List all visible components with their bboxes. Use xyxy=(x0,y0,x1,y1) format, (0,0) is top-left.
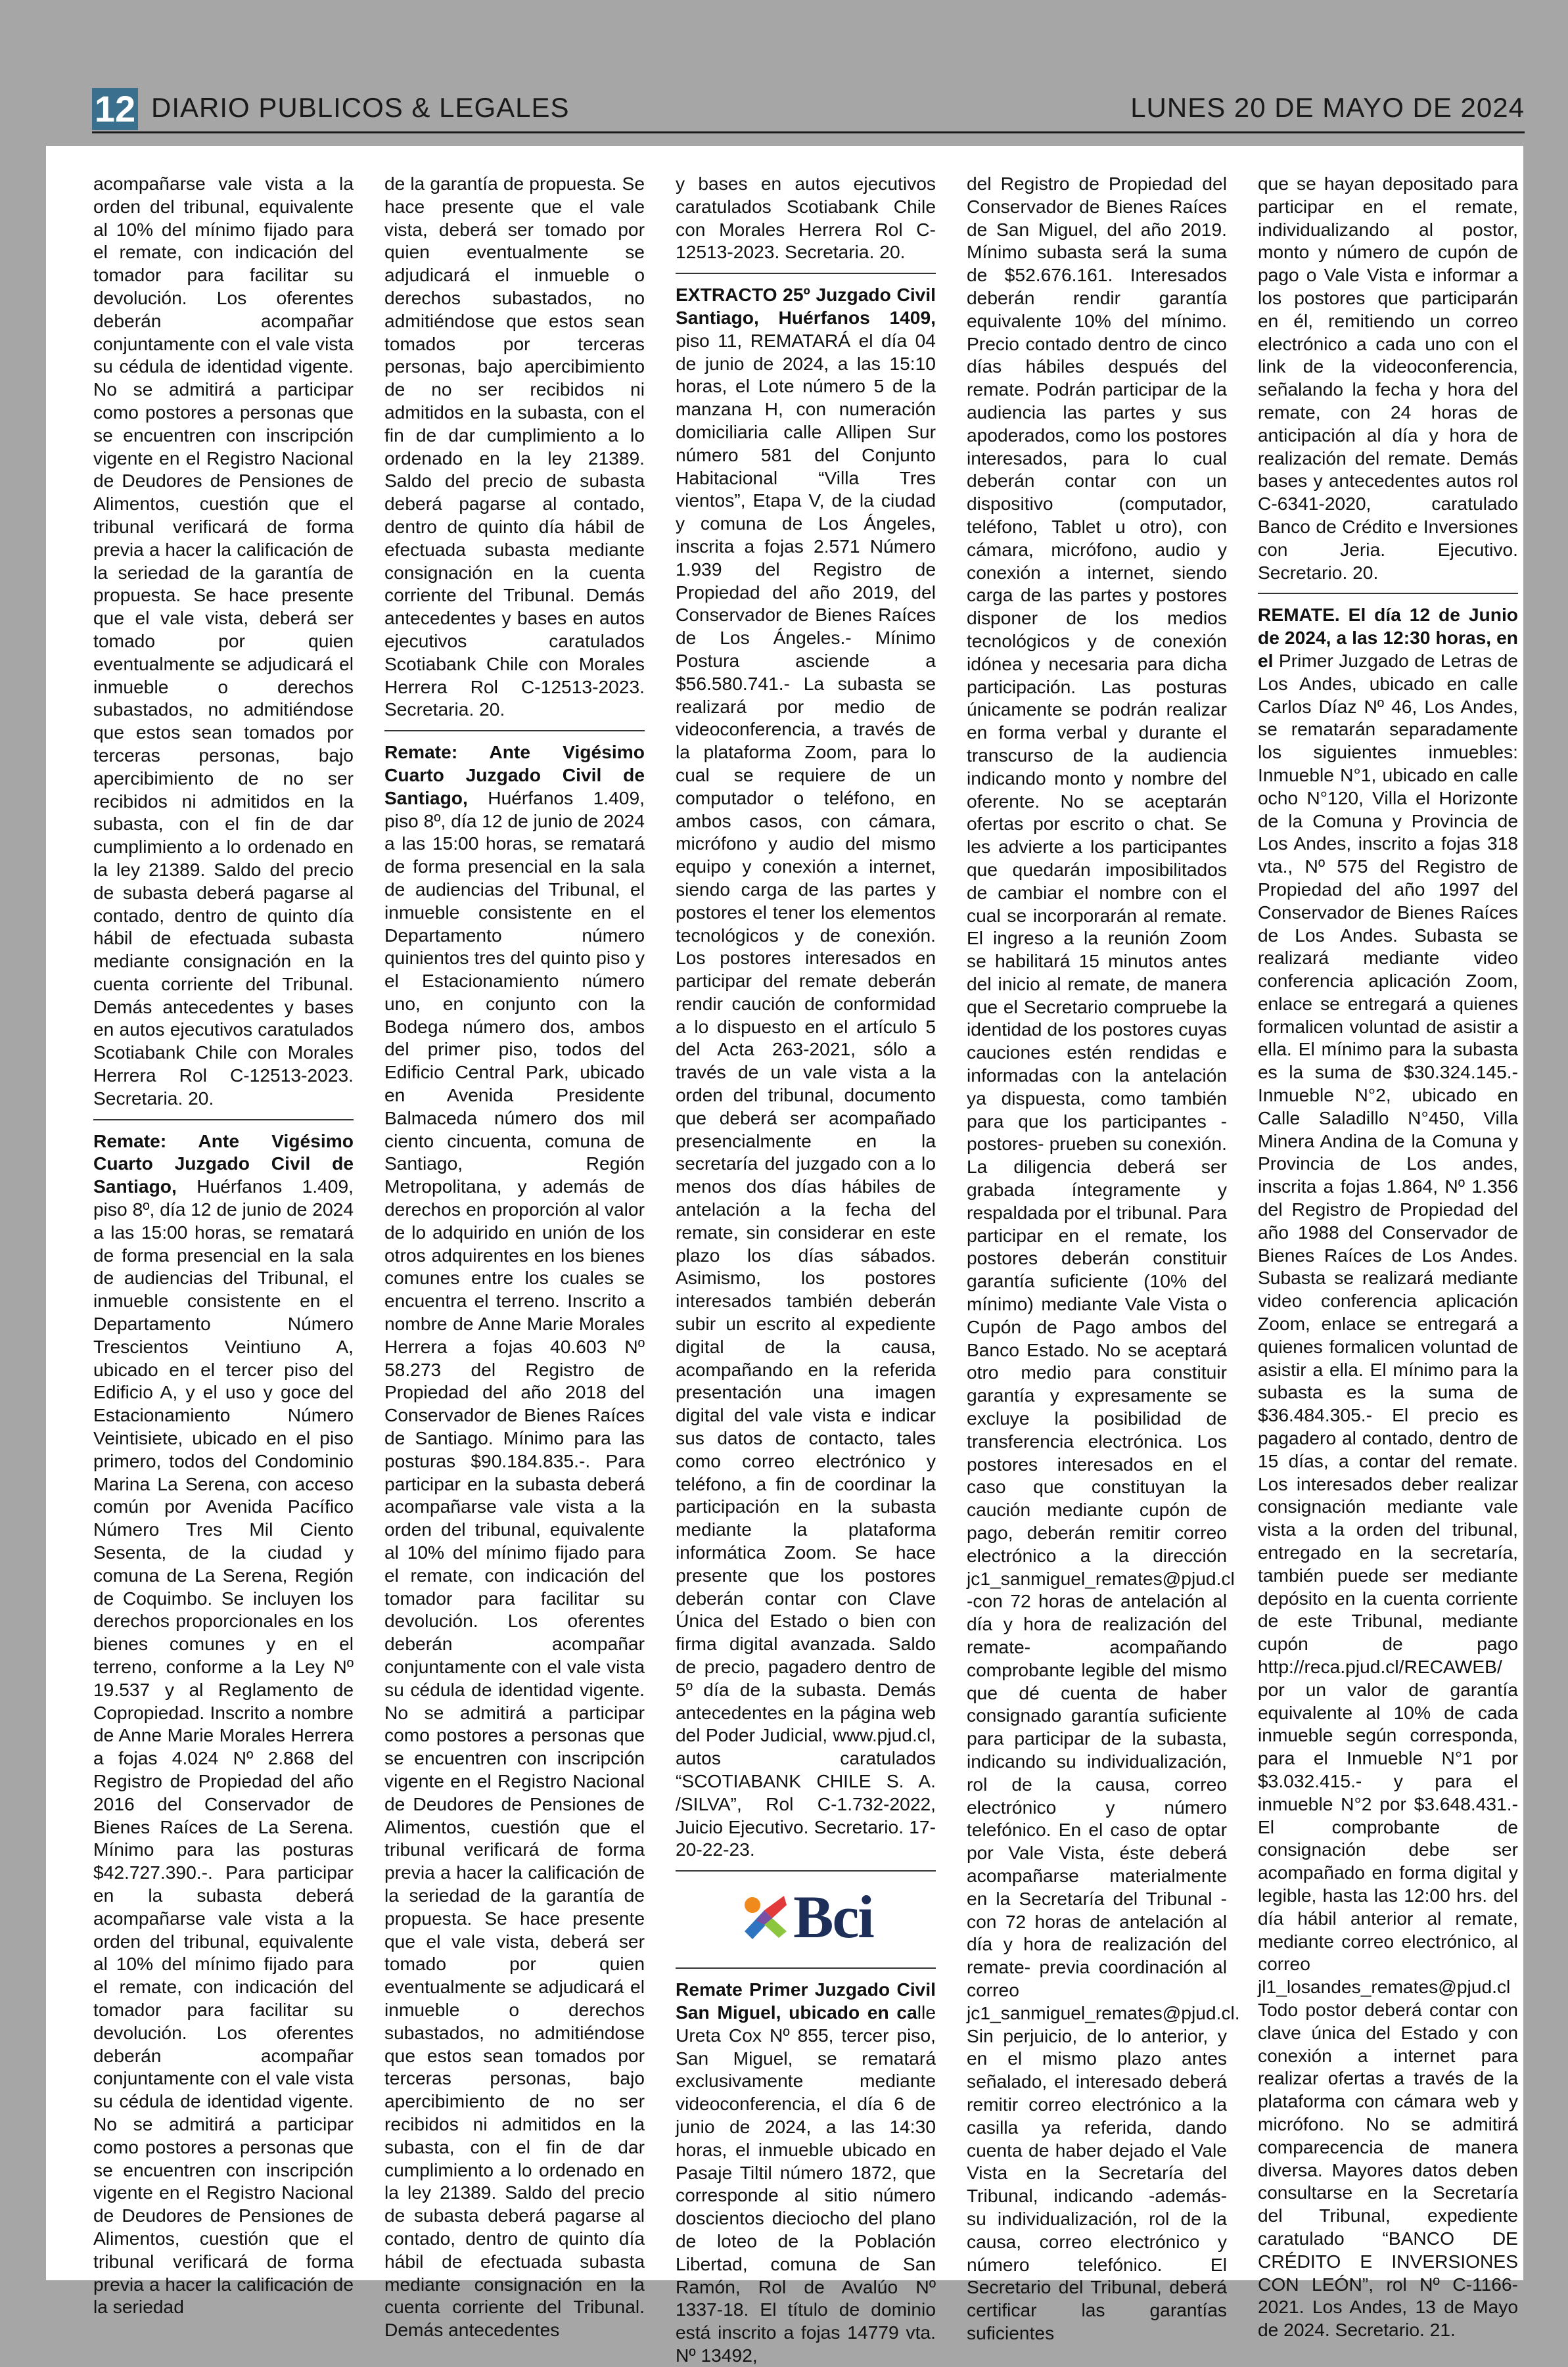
notice-divider xyxy=(676,273,936,274)
page-sheet xyxy=(46,146,1523,2366)
column-1 xyxy=(93,172,354,2318)
notice-text: de la garantía de propuesta. Se hace presente que el vale vista, deberá ser tomado por quien eventualmente se adjudicará el inmueble o derechos subastados, no admitiéndose que estos sean tomados por terceras personas, bajo apercibimiento de no ser recibidos ni admitidos en la subasta, con el fin de dar cumplimiento a lo ordenado en la ley 21389. Saldo del precio de subasta deberá pagarse al contado, dentro de quinto día hábil de efectuada subasta mediante consignación en la cuenta corriente del Tribunal. Demás antecedentes y bases en autos ejecutivos caratulados Scotiabank Chile con Morales Herrera Rol C-12513-2023. Secretaria. 20. xyxy=(384,173,645,720)
notice-heading: Remate: Ante Vigésimo Cuarto Juzgado Civil de Santiago, xyxy=(93,1130,354,1197)
columns xyxy=(93,172,1519,2366)
notice-text: Huérfanos 1.409, piso 8º, día 12 de junio de 2024 a las 15:00 horas, se rematará de forma presencial en la sala de audiencias del Tribunal, el inmueble consistente en el Departamento número quinientos tres del quinto piso y el Estacionamiento número uno, en conjunto con la Bodega número dos, ambos del primer piso, todos del Edificio Central Park, ubicado en Avenida Presidente Balmaceda número dos mil ciento cincuenta, comuna de Santiago, Región Metropolitana, y además de derechos en proporción al valor de lo adquirido en unión de los otros adquirentes en los bienes comunes entre los cuales se encuentra el terreno. Inscrito a nombre de Anne Marie Morales Herrera a fojas 40.603 Nº 58.273 del Registro de Propiedad del año 2018 del Conservador de Bienes Raíces de Santiago. Mínimo para las posturas $90.184.835.-. Para participar en la subasta deberá acompañarse vale vista a la orden del tribunal, equivalente al 10% del mínimo fijado para el remate, con indicación del tomador para facilitar su devolución. Los oferentes deberán acompañar conjuntamente con el vale vista su cédula de identidad vigente. No se admitirá a participar como postores a personas que se encuentren con inscripción vigente en el Registro Nacional de Deudores de Pensiones de Alimentos, cuestión que el tribunal verificará de forma previa a hacer la calificación de la seriedad de la garantía de propuesta. Se hace presente que el vale vista, deberá ser tomado por quien eventualmente se adjudicará el inmueble o derechos subastados, no admitiéndose que estos sean tomados por terceras personas, bajo apercibimiento de no ser recibidos ni admitidos en la subasta, con el fin de dar cumplimiento a lo ordenado en la ley 21389. Saldo del precio de subasta deberá pagarse al contado, dentro de quinto día hábil de efectuada subasta mediante consignación en la cuenta corriente del Tribunal. Demás antecedentes xyxy=(384,787,645,2341)
notice-text: lle Ureta Cox Nº 855, tercer piso, San Miguel, se rematará exclusivamente mediante videoconferencia, el día 6 de junio de 2024, a las 14:30 horas, el inmueble ubicado en Pasaje Tiltil número 1872, que corresponde al sitio número doscientos dieciocho del plano de loteo de la Población Libertad, comuna de San Ramón, Rol de Avalúo Nº 1337-18. El título de dominio está inscrito a fojas 14779 vta. Nº 13492, xyxy=(676,2001,936,2366)
notice-divider xyxy=(676,1870,936,1872)
notice xyxy=(1258,603,1518,2341)
notice-heading: Remate Primer Juzgado Civil San Miguel, ubicado en ca xyxy=(676,1979,936,2023)
notice-divider xyxy=(1258,593,1518,594)
notice-text: piso 11, REMATARÁ el día 04 de junio de 2024, a las 15:10 horas, el Lote número 5 de la manzana H, con numeración domiciliaria calle Allipen Sur número 581 del Conjunto Habitacional “Villa Tres vientos”, Etapa V, de la ciudad y comuna de Los Ángeles, inscrita a fojas 2.571 Número 1.939 del Registro de Propiedad del año 2019, del Conservador de Bienes Raíces de Los Ángeles.- Mínimo Postura asciende a $56.580.741.- La subasta se realizará por medio de videoconferencia, a través de la plataforma Zoom, para lo cual se requiere de un computador o teléfono, en ambos casos, con cámara, micrófono y audio del mismo equipo y conexión a internet, siendo carga de las partes y postores el tener los elementos tecnológicos y de conexión. Los postores interesados en participar del remate deberán rendir caución de conformidad a lo dispuesto en el artículo 5 del Acta 263-2021, sólo a través de un vale vista a la orden del tribunal, documento que deberá ser acompañado presencialmente en la secretaría del juzgado con a lo menos dos días hábiles de antelación a la fecha del remate, sin considerar en este plazo los días sábados. Asimismo, los postores interesados también deberán subir un escrito al expediente digital de la causa, acompañando en la referida presentación una imagen digital del vale vista e indicar sus datos de contacto, tales como correo electrónico y teléfono, a fin de coordinar la participación en la subasta mediante la plataforma informática Zoom. Se hace presente que los postores deberán contar con Clave Única del Estado o bien con firma digital avanzada. Saldo de precio, pagadero dentro de 5º día de la subasta. Demás antecedentes en la página web del Poder Judicial, www.pjud.cl, autos caratulados “SCOTIABANK CHILE S. A. /SILVA”, Rol C-1.732-2022, Juicio Ejecutivo. Secretario. 17-20-22-23. xyxy=(676,329,936,1860)
page-number: 12 xyxy=(92,88,138,130)
page-header xyxy=(92,84,1525,133)
column-4 xyxy=(967,172,1240,2343)
notice-divider xyxy=(93,1119,354,1120)
notice-divider xyxy=(384,730,645,731)
column-2 xyxy=(384,172,645,2341)
notice xyxy=(93,1130,354,2318)
notice xyxy=(384,741,645,2341)
notice xyxy=(676,283,936,1861)
publication-date: LUNES 20 DE MAYO DE 2024 xyxy=(1130,92,1525,123)
notice-heading: EXTRACTO 25º Juzgado Civil Santiago, Huérfanos 1409, xyxy=(676,284,936,328)
column-3 xyxy=(676,172,936,2366)
notice-heading: Remate: Ante Vigésimo Cuarto Juzgado Civil de Santiago, xyxy=(384,741,645,808)
notice-text: que se hayan depositado para participar en el remate, individualizando al postor, monto y número de cupón de pago o Vale Vista e informar a los postores que participarán en él, remitiendo un correo electrónico a cada uno con el link de la videoconferencia, señalando la fecha y hora del remate, con 24 horas de anticipación al día y hora de realización del remate. Demás bases y antecedentes autos rol C-6341-2020, caratulado Banco de Crédito e Inversiones con Jeria. Ejecutivo. Secretario. 20. xyxy=(1258,173,1518,583)
notice xyxy=(676,1978,936,2367)
bci-logo-text: Bci xyxy=(793,1883,873,1950)
notice-divider xyxy=(676,1967,936,1969)
notice-text: del Registro de Propiedad del Conservador de Bienes Raíces de San Miguel, del año 2019. Mínimo subasta será la suma de $52.676.161. Interesados deberán rendir garantía equivalente 10% del mínimo. Precio contado dentro de cinco días hábiles después del remate. Podrán participar de la audiencia las partes y sus apoderados, como los postores interesados, para lo cual deberán contar con un dispositivo (computador, teléfono, Tablet u otro), con cámara, micrófono, audio y conexión a internet, siendo carga de las partes y postores disponer de los medios tecnológicos y de conexión idónea y necesaria para dicha participación. Las posturas únicamente se podrán realizar en forma verbal y durante el transcurso de la audiencia indicando monto y nombre del oferente. No se aceptarán ofertas por escrito o chat. Se les advierte a los participantes que quedarán imposibilitados de cambiar el nombre con el cual se incorporarán al remate. El ingreso a la reunión Zoom se habilitará 15 minutos antes del inicio al remate, de manera que el Secretario compruebe la identidad de los postores cuyas cauciones estén rendidas e informadas con la antelación ya dispuesta, como también para que los participantes -postores- prueben su conexión. La diligencia deberá ser grabada íntegramente y respaldada por el tribunal. Para participar en el remate, los postores deberán constituir garantía suficiente (10% del mínimo) mediante Vale Vista o Cupón de Pago ambos del Banco Estado. No se aceptará otro medio para constituir garantía y expresamente se excluye la posibilidad de transferencia electrónica. Los postores interesados en el caso que constituyan la caución mediante cupón de pago, deberán remitir correo electrónico a la dirección jc1_sanmiguel_remates@pjud.cl -con 72 horas de antelación al día y hora de realización del remate- acompañando comprobante legible del mismo que dé cuenta de haber consignado garantía suficiente para participar de la subasta, indicando su individualización, rol de la causa, correo electrónico y número telefónico. En el caso de optar por Vale Vista, éste deberá acompañarse materialmente en la Secretaría del Tribunal -con 72 horas de antelación al día y hora de realización del remate- previa coordinación al correo jc1_sanmiguel_remates@pjud.cl. Sin perjuicio, de lo anterior, y en el mismo plazo antes señalado, el interesado deberá remitir correo electrónico a la casilla ya referida, dando cuenta de haber dejado el Vale Vista en la Secretaría del Tribunal, indicando -además- su individualización, rol de la causa, correo electrónico y número telefónico. El Secretario del Tribunal, deberá certificar las garantías suficientes xyxy=(967,173,1240,2343)
column-5 xyxy=(1258,172,1518,2341)
notice-heading: REMATE. El día 12 de Junio de 2024, a las 12:30 horas, en el xyxy=(1258,604,1518,671)
bci-logo xyxy=(676,1881,936,1953)
bci-logo-icon xyxy=(738,1891,791,1943)
notice-text: Huérfanos 1.409, piso 8º, día 12 de junio de 2024 a las 15:00 horas, se rematará de forma presencial en la sala de audiencias del Tribunal, el inmueble consistente en el Departamento Número Trescientos Veintiuno A, ubicado en el tercer piso del Edificio A, y el uso y goce del Estacionamiento Número Veintisiete, ubicado en el piso primero, todos del Condominio Marina La Serena, con acceso común por Avenida Pacífico Número Tres Mil Ciento Sesenta, de la ciudad y comuna de La Serena, Región de Coquimbo. Se incluyen los derechos proporcionales en los bienes comunes y en el terreno, conforme a la Ley Nº 19.537 y al Reglamento de Copropiedad. Inscrito a nombre de Anne Marie Morales Herrera a fojas 4.024 Nº 2.868 del Registro de Propiedad del año 2016 del Conservador de Bienes Raíces de La Serena. Mínimo para las posturas $42.727.390.-. Para participar en la subasta deberá acompañarse vale vista a la orden del tribunal, equivalente al 10% del mínimo fijado para el remate, con indicación del tomador para facilitar su devolución. Los oferentes deberán acompañar conjuntamente con el vale vista su cédula de identidad vigente. No se admitirá a participar como postores a personas que se encuentren con inscripción vigente en el Registro Nacional de Deudores de Pensiones de Alimentos, cuestión que el tribunal verificará de forma previa a hacer la calificación de la seriedad xyxy=(93,1176,354,2318)
notice-text: acompañarse vale vista a la orden del tribunal, equivalente al 10% del mínimo fijado para el remate, con indicación del tomador para facilitar su devolución. Los oferentes deberán acompañar conjuntamente con el vale vista su cédula de identidad vigente. No se admitirá a participar como postores a personas que se encuentren con inscripción vigente en el Registro Nacional de Deudores de Pensiones de Alimentos, cuestión que el tribunal verificará de forma previa a hacer la calificación de la seriedad de la garantía de propuesta. Se hace presente que el vale vista, deberá ser tomado por quien eventualmente se adjudicará el inmueble o derechos subastados, no admitiéndose que estos sean tomados por terceras personas, bajo apercibimiento de no ser recibidos ni admitidos en la subasta, con el fin de dar cumplimiento a lo ordenado en la ley 21389. Saldo del precio de subasta deberá pagarse al contado, dentro de quinto día hábil de efectuada subasta mediante consignación en la cuenta corriente del Tribunal. Demás antecedentes y bases en autos ejecutivos caratulados Scotiabank Chile con Morales Herrera Rol C-12513-2023. Secretaria. 20. xyxy=(93,173,354,1109)
notice-text: y bases en autos ejecutivos caratulados Scotiabank Chile con Morales Herrera Rol C-12513-2023. Secretaria. 20. xyxy=(676,173,936,263)
publication-title: DIARIO PUBLICOS & LEGALES xyxy=(151,92,570,123)
notice-text: Primer Juzgado de Letras de Los Andes, ubicado en calle Carlos Díaz Nº 46, Los Andes, se rematarán separadamente los siguientes inmuebles: Inmueble N°1, ubicado en calle ocho N°120, Villa el Horizonte de la Comuna y Provincia de Los Andes, inscrito a fojas 318 vta., Nº 575 del Registro de Propiedad del año 1997 del Conservador de Bienes Raíces de Los Andes. Subasta se realizará mediante video conferencia aplicación Zoom, enlace se entregará a quienes formalicen voluntad de asistir a ella. El mínimo para la subasta es la suma de $30.324.145.- Inmueble N°2, ubicado en Calle Saladillo N°450, Villa Minera Andina de la Comuna y Provincia de Los andes, inscrita a fojas 1.864, Nº 1.356 del Registro de Propiedad del año 1988 del Conservador de Bienes Raíces de Los Andes. Subasta se realizará mediante video conferencia aplicación Zoom, enlace se entregará a quienes formalicen voluntad de asistir a ella. El mínimo para la subasta es la suma de $36.484.305.- El precio es pagadero al contado, dentro de 15 días, a contar del remate. Los interesados deber realizar consignación mediante vale vista a la orden del tribunal, entregado en la secretaría, también puede ser mediante depósito en la cuenta corriente de este Tribunal, mediante cupón de pago http://reca.pjud.cl/RECAWEB/ por un valor de garantía equivalente al 10% de cada inmueble según corresponda, para el Inmueble N°1 por $3.032.415.- y para el inmueble N°2 por $3.648.431.- El comprobante de consignación debe ser acompañado en forma digital y legible, hasta las 12:00 hrs. del día hábil anterior al remate, mediante correo electrónico, al correo jl1_losandes_remates@pjud.cl Todo postor deberá contar con clave única del Estado y con conexión a internet para realizar ofertas a través de la plataforma con cámara web y micrófono. No se admitirá comparecencia de manera diversa. Mayores datos deben consultarse en la Secretaría del Tribunal, expediente caratulado “BANCO DE CRÉDITO E INVERSIONES CON LEÓN”, rol Nº C-1166-2021. Los Andes, 13 de Mayo de 2024. Secretario. 21. xyxy=(1258,649,1518,2341)
